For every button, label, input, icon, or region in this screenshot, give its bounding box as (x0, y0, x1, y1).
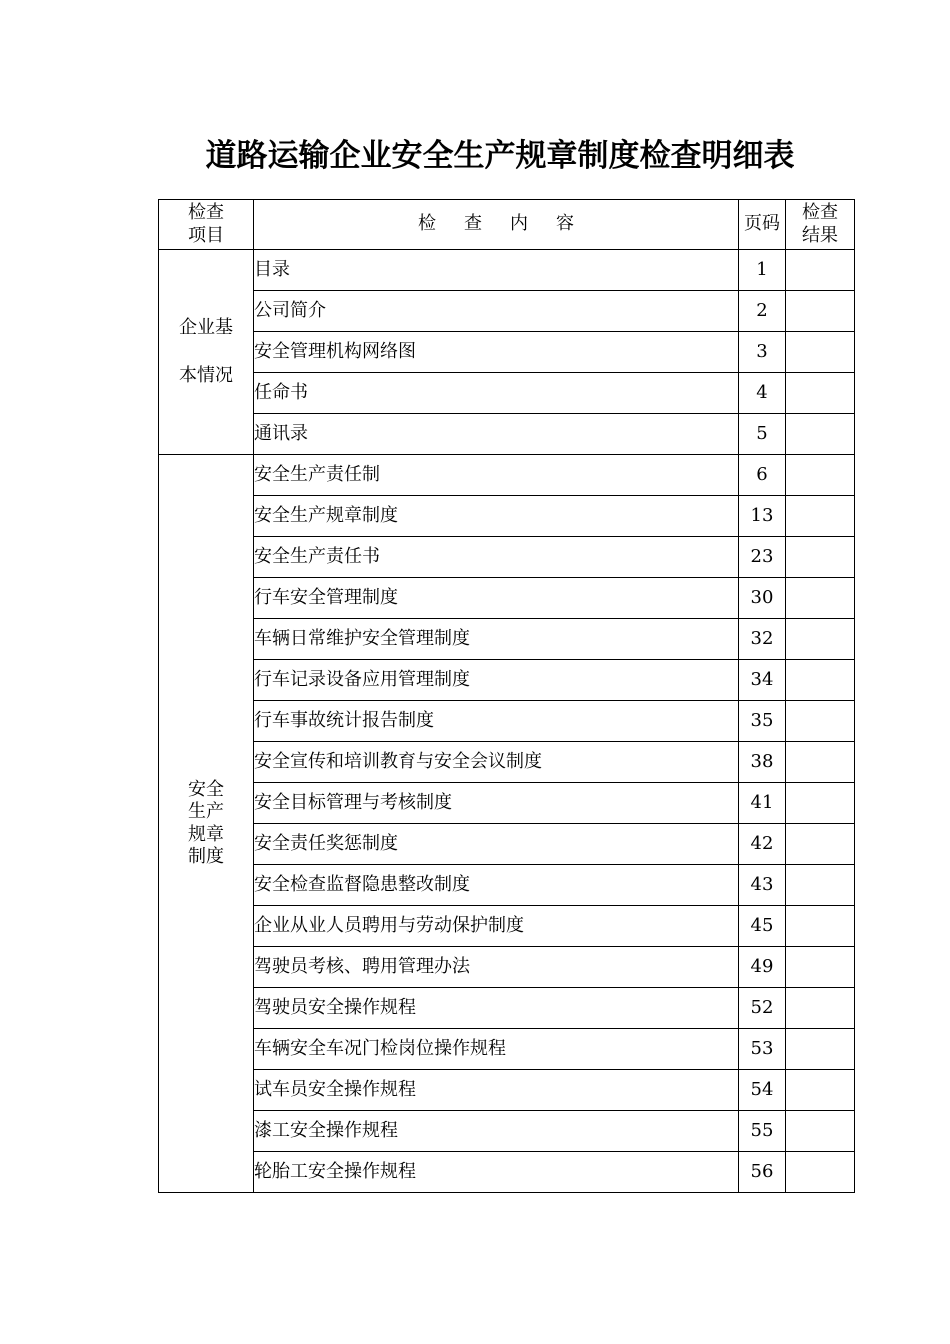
inspection-table (158, 199, 855, 1193)
content-cell: 行车记录设备应用管理制度 (254, 660, 739, 701)
table-header-row (159, 200, 855, 250)
header-result-line2: 结果 (802, 224, 838, 246)
table-row (159, 537, 855, 578)
result-cell[interactable] (786, 578, 855, 619)
content-cell: 安全责任奖惩制度 (254, 824, 739, 865)
result-cell[interactable] (786, 701, 855, 742)
page-number-cell: 35 (739, 701, 786, 742)
table-row (159, 578, 855, 619)
page-number-cell: 23 (739, 537, 786, 578)
header-content-label: 检查内容 (418, 213, 602, 235)
table-row (159, 619, 855, 660)
table-row (159, 332, 855, 373)
result-cell[interactable] (786, 291, 855, 332)
page-number-cell: 3 (739, 332, 786, 373)
header-result (786, 200, 855, 250)
page-number-cell: 45 (739, 906, 786, 947)
content-cell: 通讯录 (254, 414, 739, 455)
table-row (159, 1152, 855, 1193)
table-row (159, 783, 855, 824)
header-page: 页码 (739, 200, 786, 250)
page-number-cell: 1 (739, 250, 786, 291)
page-number-cell: 6 (739, 455, 786, 496)
category-label-line: 制度 (188, 846, 224, 867)
header-item (159, 200, 254, 250)
result-cell[interactable] (786, 619, 855, 660)
page-number-cell: 4 (739, 373, 786, 414)
page-number-cell: 34 (739, 660, 786, 701)
table-row (159, 947, 855, 988)
table-row (159, 373, 855, 414)
page-number-cell: 56 (739, 1152, 786, 1193)
table-row (159, 824, 855, 865)
table-row (159, 455, 855, 496)
table-row (159, 906, 855, 947)
page-number-cell: 54 (739, 1070, 786, 1111)
table-row (159, 865, 855, 906)
header-content (254, 200, 739, 250)
content-cell: 试车员安全操作规程 (254, 1070, 739, 1111)
table-row (159, 660, 855, 701)
category-cell (159, 455, 254, 1193)
result-cell[interactable] (786, 1029, 855, 1070)
result-cell[interactable] (786, 988, 855, 1029)
content-cell: 车辆日常维护安全管理制度 (254, 619, 739, 660)
content-cell: 漆工安全操作规程 (254, 1111, 739, 1152)
table-row (159, 1070, 855, 1111)
content-cell: 企业从业人员聘用与劳动保护制度 (254, 906, 739, 947)
page-number-cell: 55 (739, 1111, 786, 1152)
content-cell: 轮胎工安全操作规程 (254, 1152, 739, 1193)
page-number-cell: 38 (739, 742, 786, 783)
result-cell[interactable] (786, 742, 855, 783)
content-cell: 行车事故统计报告制度 (254, 701, 739, 742)
content-cell: 安全管理机构网络图 (254, 332, 739, 373)
result-cell[interactable] (786, 824, 855, 865)
category-label-line: 生产 (188, 801, 224, 822)
category-cell (159, 250, 254, 455)
content-cell: 安全生产责任书 (254, 537, 739, 578)
table-row (159, 1029, 855, 1070)
page-number-cell: 43 (739, 865, 786, 906)
table-row (159, 1111, 855, 1152)
result-cell[interactable] (786, 332, 855, 373)
result-cell[interactable] (786, 455, 855, 496)
result-cell[interactable] (786, 537, 855, 578)
category-label-line: 规章 (188, 823, 224, 845)
result-cell[interactable] (786, 660, 855, 701)
content-cell: 车辆安全车况门检岗位操作规程 (254, 1029, 739, 1070)
page-number-cell: 42 (739, 824, 786, 865)
page-number-cell: 41 (739, 783, 786, 824)
result-cell[interactable] (786, 1111, 855, 1152)
page-number-cell: 53 (739, 1029, 786, 1070)
result-cell[interactable] (786, 1070, 855, 1111)
content-cell: 安全生产规章制度 (254, 496, 739, 537)
result-cell[interactable] (786, 906, 855, 947)
result-cell[interactable] (786, 783, 855, 824)
header-item-line1: 检查 (188, 202, 224, 223)
page-number-cell: 5 (739, 414, 786, 455)
category-label-line: 企业基 (179, 316, 233, 338)
category-label-line: 安全 (188, 778, 224, 800)
page-number-cell: 52 (739, 988, 786, 1029)
content-cell: 公司简介 (254, 291, 739, 332)
category-gap (159, 339, 253, 365)
header-item-line2: 项目 (188, 224, 224, 246)
header-result-line1: 检查 (802, 202, 838, 223)
table-row (159, 988, 855, 1029)
result-cell[interactable] (786, 250, 855, 291)
table-row (159, 742, 855, 783)
result-cell[interactable] (786, 947, 855, 988)
page-number-cell: 49 (739, 947, 786, 988)
content-cell: 行车安全管理制度 (254, 578, 739, 619)
content-cell: 安全生产责任制 (254, 455, 739, 496)
category-label-line: 本情况 (179, 365, 233, 386)
table-row (159, 414, 855, 455)
result-cell[interactable] (786, 1152, 855, 1193)
result-cell[interactable] (786, 373, 855, 414)
table-row (159, 496, 855, 537)
content-cell: 驾驶员安全操作规程 (254, 988, 739, 1029)
page-number-cell: 2 (739, 291, 786, 332)
result-cell[interactable] (786, 496, 855, 537)
result-cell[interactable] (786, 414, 855, 455)
table-row (159, 701, 855, 742)
page-number-cell: 13 (739, 496, 786, 537)
content-cell: 安全宣传和培训教育与安全会议制度 (254, 742, 739, 783)
result-cell[interactable] (786, 865, 855, 906)
table-row (159, 250, 855, 291)
content-cell: 任命书 (254, 373, 739, 414)
table-row (159, 291, 855, 332)
page-number-cell: 30 (739, 578, 786, 619)
page-number-cell: 32 (739, 619, 786, 660)
content-cell: 目录 (254, 250, 739, 291)
content-cell: 安全目标管理与考核制度 (254, 783, 739, 824)
content-cell: 安全检查监督隐患整改制度 (254, 865, 739, 906)
content-cell: 驾驶员考核、聘用管理办法 (254, 947, 739, 988)
page-title: 道路运输企业安全生产规章制度检查明细表 (205, 138, 795, 174)
